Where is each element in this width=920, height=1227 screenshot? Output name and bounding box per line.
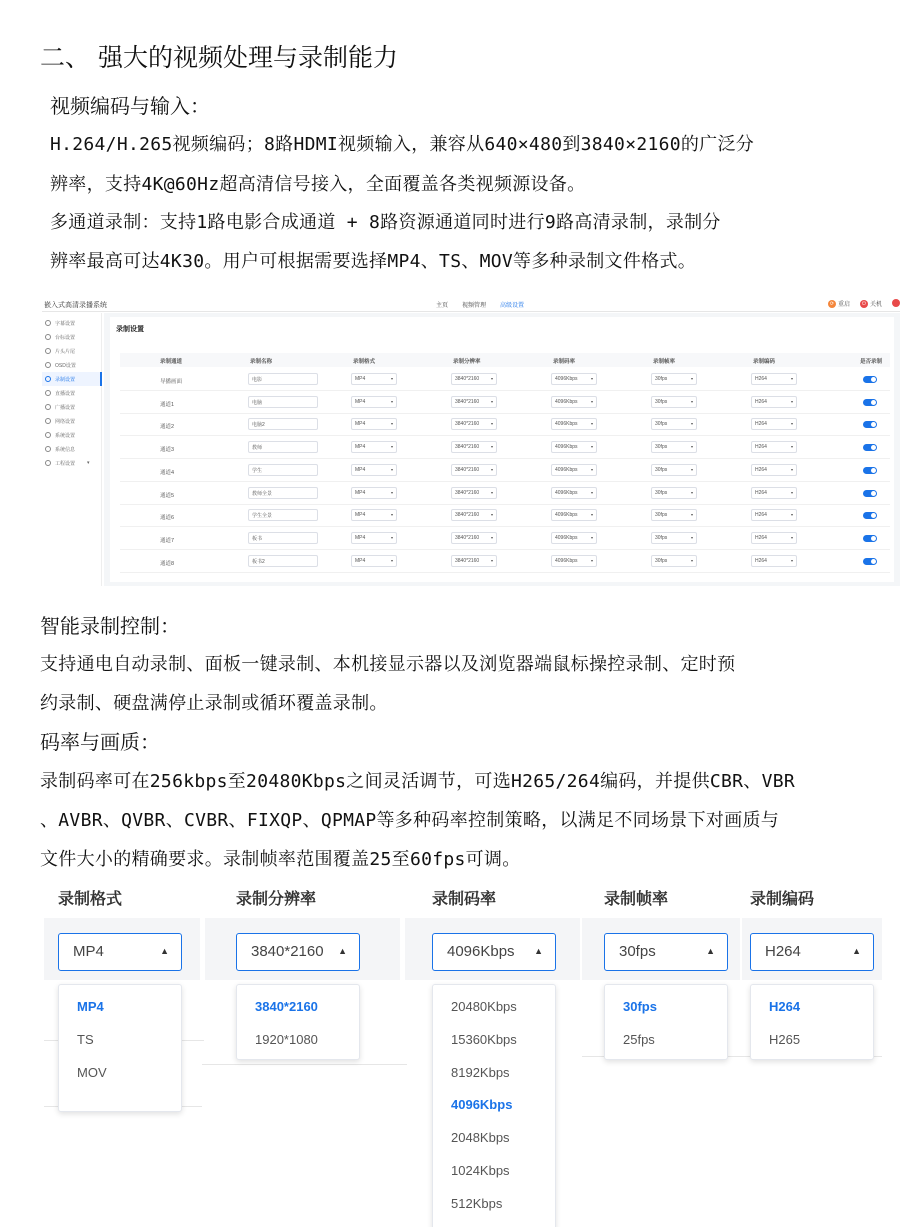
sidebar-item-label: 片头片尾 bbox=[55, 348, 76, 355]
select-value: H264 bbox=[755, 376, 767, 382]
dropdown-option[interactable]: TS bbox=[77, 1031, 94, 1047]
panel-title: 录制设置 bbox=[116, 326, 144, 333]
column-header: 是否录制 bbox=[860, 359, 883, 365]
control-line-1: 支持通电自动录制、面板一键录制、本机接显示器以及浏览器端鼠标操控录制、定时预 bbox=[40, 654, 736, 675]
caret-down-icon: ▾ bbox=[390, 489, 393, 495]
divider bbox=[202, 1064, 407, 1065]
select-value: MP4 bbox=[355, 421, 366, 428]
select-录制帧率[interactable] bbox=[651, 532, 697, 544]
select-录制码率[interactable] bbox=[551, 396, 597, 408]
dropdown-header: 录制格式 bbox=[58, 891, 123, 908]
record-name-input[interactable]: 教师全景 bbox=[248, 487, 318, 499]
sidebar-item[interactable] bbox=[42, 358, 102, 372]
select-录制码率[interactable] bbox=[551, 441, 597, 453]
caret-down-icon: ▾ bbox=[590, 421, 593, 427]
nav-video-management[interactable]: 视频管理 bbox=[462, 303, 487, 309]
dropdown-option[interactable]: 4096Kbps bbox=[451, 1097, 513, 1113]
table-row bbox=[120, 528, 890, 550]
dropdown-menu bbox=[58, 984, 182, 1112]
select-录制分辨率[interactable] bbox=[451, 487, 497, 499]
record-name-input[interactable]: 板书 bbox=[248, 532, 318, 544]
sidebar-item[interactable] bbox=[42, 386, 102, 400]
select-value: 30fps bbox=[655, 534, 668, 541]
select-value: 30fps bbox=[655, 557, 668, 564]
caret-down-icon: ▾ bbox=[790, 557, 793, 563]
select-录制帧率[interactable] bbox=[651, 487, 697, 499]
dropdown-option[interactable]: MOV bbox=[77, 1064, 107, 1080]
select-录制编码[interactable] bbox=[751, 441, 797, 453]
bitrate-line-2: 、AVBR、QVBR、CVBR、FIXQP、QPMAP等多种码率控制策略，以满足不同场景下对画质与 bbox=[40, 810, 780, 831]
dropdown-option[interactable]: MP4 bbox=[77, 999, 104, 1014]
settings-panel bbox=[110, 317, 894, 582]
select-录制编码[interactable] bbox=[751, 418, 797, 430]
channel-name: 通道8 bbox=[160, 560, 175, 567]
caret-down-icon: ▾ bbox=[590, 466, 593, 472]
dropdown-option[interactable]: 1920*1080 bbox=[255, 1031, 318, 1047]
caret-down-icon: ▾ bbox=[490, 557, 493, 563]
select-录制分辨率[interactable] bbox=[451, 555, 497, 567]
dropdown-menu bbox=[604, 984, 728, 1060]
select-录制分辨率[interactable] bbox=[451, 509, 497, 521]
select-value: H264 bbox=[755, 534, 767, 541]
dropdown-menu bbox=[432, 984, 556, 1227]
shutdown-label: 关机 bbox=[870, 302, 883, 308]
select-录制帧率[interactable] bbox=[651, 464, 697, 476]
select-录制码率[interactable] bbox=[551, 532, 597, 544]
record-toggle[interactable] bbox=[863, 535, 877, 542]
select-value: 4096Kbps bbox=[555, 512, 578, 519]
chevron-down-icon: ▾ bbox=[87, 460, 90, 466]
caret-down-icon: ▾ bbox=[490, 489, 493, 495]
select-录制编码[interactable] bbox=[751, 373, 797, 385]
column-header: 录制格式 bbox=[353, 359, 376, 365]
select-value: 3840*2160 bbox=[455, 466, 480, 473]
sidebar-icon bbox=[45, 446, 51, 452]
select-value: 3840*2160 bbox=[455, 444, 480, 451]
dropdown-option[interactable]: H264 bbox=[769, 999, 801, 1014]
bitrate-line-1: 录制码率可在256kbps至20480Kbps之间灵活调节，可选H265/264编码，并提供CBR、VBR bbox=[40, 771, 796, 792]
reboot-button[interactable] bbox=[828, 299, 850, 308]
reboot-icon: ⟳ bbox=[829, 300, 835, 307]
dropdown-menu bbox=[750, 984, 874, 1060]
select-value: H264 bbox=[755, 557, 767, 564]
select-value: MP4 bbox=[355, 557, 366, 564]
select-value: 30fps bbox=[655, 489, 668, 496]
record-name-input[interactable]: 学生全景 bbox=[248, 509, 318, 521]
select-录制格式[interactable] bbox=[351, 441, 397, 453]
select-value: MP4 bbox=[355, 466, 366, 473]
select-录制码率[interactable] bbox=[551, 487, 597, 499]
table-row bbox=[120, 483, 890, 505]
app-main bbox=[104, 313, 900, 586]
table-row bbox=[120, 460, 890, 482]
select-录制帧率[interactable] bbox=[651, 418, 697, 430]
sidebar-item[interactable] bbox=[42, 330, 102, 344]
select-录制码率[interactable] bbox=[551, 464, 597, 476]
caret-down-icon: ▾ bbox=[790, 466, 793, 472]
table-row bbox=[120, 551, 890, 573]
dropdown-option[interactable]: 3840*2160 bbox=[255, 999, 318, 1014]
app-sidebar bbox=[42, 313, 102, 586]
sidebar-icon bbox=[45, 348, 51, 354]
select-value: 4096Kbps bbox=[555, 489, 578, 496]
control-line-2: 约录制、硬盘满停止录制或循环覆盖录制。 bbox=[40, 693, 388, 714]
caret-down-icon: ▾ bbox=[590, 512, 593, 518]
record-toggle[interactable] bbox=[863, 467, 877, 474]
select-录制格式[interactable] bbox=[351, 532, 397, 544]
app-topbar bbox=[42, 296, 900, 312]
record-toggle[interactable] bbox=[863, 558, 877, 565]
video-line-3: 多通道录制：支持1路电影合成通道 + 8路资源通道同时进行9路高清录制，录制分 bbox=[50, 212, 721, 233]
sidebar-item-label: OSD设置 bbox=[55, 362, 76, 369]
caret-down-icon: ▾ bbox=[690, 534, 693, 540]
select-value: 4096Kbps bbox=[447, 943, 515, 960]
caret-down-icon: ▾ bbox=[490, 466, 493, 472]
sidebar-item[interactable] bbox=[42, 344, 102, 358]
sidebar-item-label: 字幕设置 bbox=[55, 320, 76, 327]
select-录制格式[interactable] bbox=[351, 509, 397, 521]
dropdown-header: 录制编码 bbox=[750, 891, 815, 908]
caret-down-icon: ▾ bbox=[390, 421, 393, 427]
video-line-1: H.264/H.265视频编码；8路HDMI视频输入，兼容从640×480到3840×2160的广泛分 bbox=[50, 134, 755, 155]
select-value: H264 bbox=[755, 444, 767, 451]
caret-down-icon: ▾ bbox=[490, 444, 493, 450]
sidebar-icon bbox=[45, 320, 51, 326]
select-录制格式[interactable] bbox=[351, 373, 397, 385]
sidebar-item[interactable] bbox=[42, 442, 102, 456]
select-录制分辨率[interactable] bbox=[451, 532, 497, 544]
channel-name: 通道7 bbox=[160, 537, 175, 544]
caret-down-icon: ▾ bbox=[790, 421, 793, 427]
select-录制帧率[interactable] bbox=[651, 396, 697, 408]
channel-name: 通道3 bbox=[160, 447, 175, 454]
select-录制编码[interactable] bbox=[751, 532, 797, 544]
select-value: MP4 bbox=[355, 512, 366, 519]
dropdown-option[interactable]: 8192Kbps bbox=[451, 1064, 510, 1080]
caret-down-icon: ▾ bbox=[490, 512, 493, 518]
select-录制帧率[interactable] bbox=[651, 441, 697, 453]
select-录制格式[interactable] bbox=[351, 464, 397, 476]
caret-down-icon: ▾ bbox=[790, 376, 793, 381]
table-row bbox=[120, 414, 890, 436]
channel-name: 通道6 bbox=[160, 515, 175, 522]
select-value: MP4 bbox=[73, 943, 104, 960]
caret-down-icon: ▾ bbox=[390, 512, 393, 518]
caret-down-icon: ▾ bbox=[690, 466, 693, 472]
channel-name: 通道4 bbox=[160, 469, 175, 476]
caret-down-icon: ▾ bbox=[790, 398, 793, 404]
caret-down-icon: ▾ bbox=[390, 398, 393, 404]
caret-down-icon: ▾ bbox=[590, 444, 593, 450]
select-录制格式[interactable] bbox=[351, 487, 397, 499]
select-录制帧率[interactable] bbox=[651, 373, 697, 385]
caret-down-icon: ▾ bbox=[690, 557, 693, 563]
sidebar-item-label: 台标设置 bbox=[55, 334, 76, 341]
video-line-2: 辨率，支持4K@60Hz超高清信号接入，全面覆盖各类视频源设备。 bbox=[50, 174, 586, 195]
caret-down-icon: ▾ bbox=[690, 489, 693, 495]
select-录制格式[interactable] bbox=[351, 418, 397, 430]
select-value: 30fps bbox=[655, 421, 668, 428]
dropdown-select[interactable] bbox=[604, 933, 728, 971]
select-value: H264 bbox=[755, 398, 767, 405]
select-value: 3840*2160 bbox=[455, 489, 480, 496]
dropdown-header: 录制分辨率 bbox=[236, 891, 317, 908]
select-value: H264 bbox=[755, 466, 767, 473]
select-录制分辨率[interactable] bbox=[451, 418, 497, 430]
record-toggle[interactable] bbox=[863, 490, 877, 497]
sidebar-icon bbox=[45, 334, 51, 340]
sidebar-icon bbox=[45, 404, 51, 410]
sidebar-icon bbox=[45, 418, 51, 424]
select-value: 4096Kbps bbox=[555, 421, 578, 428]
sidebar-icon bbox=[45, 460, 51, 466]
select-value: H264 bbox=[755, 512, 767, 519]
record-toggle[interactable] bbox=[863, 421, 877, 428]
sidebar-item-label: 系统信息 bbox=[55, 446, 76, 453]
caret-down-icon: ▾ bbox=[590, 557, 593, 563]
column-header: 录制分辨率 bbox=[453, 359, 481, 365]
caret-down-icon: ▾ bbox=[390, 376, 393, 381]
record-name-input[interactable]: 教师 bbox=[248, 441, 318, 453]
recording-settings-screenshot bbox=[42, 296, 900, 586]
table-row bbox=[120, 392, 890, 414]
video-line-4: 辨率最高可达4K30。用户可根据需要选择MP4、TS、MOV等多种录制文件格式。 bbox=[50, 251, 697, 272]
caret-up-icon: ▲ bbox=[160, 946, 169, 956]
sidebar-icon bbox=[45, 362, 51, 368]
select-value: 3840*2160 bbox=[455, 376, 480, 382]
select-录制分辨率[interactable] bbox=[451, 396, 497, 408]
extra-power-icon[interactable] bbox=[892, 299, 900, 307]
select-value: H264 bbox=[755, 489, 767, 496]
channel-name: 通道1 bbox=[160, 401, 175, 408]
dropdown-option[interactable]: 25fps bbox=[623, 1031, 655, 1047]
select-录制码率[interactable] bbox=[551, 509, 597, 521]
select-value: H264 bbox=[765, 943, 801, 960]
sidebar-icon bbox=[45, 432, 51, 438]
select-value: 3840*2160 bbox=[455, 398, 480, 405]
bitrate-section-title: 码率与画质： bbox=[40, 730, 160, 754]
dropdown-select[interactable] bbox=[750, 933, 874, 971]
column-header: 录制通道 bbox=[160, 359, 183, 365]
table-row bbox=[120, 437, 890, 459]
video-section-title: 视频编码与输入： bbox=[50, 94, 210, 118]
dropdown-option[interactable]: 30fps bbox=[623, 999, 657, 1014]
sidebar-item[interactable] bbox=[42, 456, 102, 470]
caret-down-icon: ▾ bbox=[690, 398, 693, 404]
dropdown-menu bbox=[236, 984, 360, 1060]
record-name-input[interactable]: 电影 bbox=[248, 373, 318, 385]
select-录制分辨率[interactable] bbox=[451, 373, 497, 385]
record-name-input[interactable]: 板书2 bbox=[248, 555, 318, 567]
caret-down-icon: ▾ bbox=[490, 398, 493, 404]
sidebar-item-label: 系统设置 bbox=[55, 432, 76, 439]
caret-down-icon: ▾ bbox=[590, 398, 593, 404]
record-name-input[interactable]: 电脑 bbox=[248, 396, 318, 408]
sidebar-item[interactable] bbox=[42, 316, 102, 330]
select-value: MP4 bbox=[355, 444, 366, 451]
sidebar-item[interactable] bbox=[42, 414, 102, 428]
dropdown-select[interactable] bbox=[58, 933, 182, 971]
page-heading: 二、 强大的视频处理与录制能力 bbox=[40, 43, 398, 72]
caret-down-icon: ▾ bbox=[790, 512, 793, 518]
table-header bbox=[120, 353, 890, 367]
column-header: 录制编码 bbox=[753, 359, 776, 365]
column-header: 录制帧率 bbox=[653, 359, 676, 365]
caret-down-icon: ▾ bbox=[790, 534, 793, 540]
select-value: 3840*2160 bbox=[251, 943, 324, 960]
column-header: 录制名称 bbox=[250, 359, 273, 365]
dropdown-select[interactable] bbox=[236, 933, 360, 971]
caret-down-icon: ▾ bbox=[390, 466, 393, 472]
column-header: 录制码率 bbox=[553, 359, 576, 365]
select-录制格式[interactable] bbox=[351, 396, 397, 408]
dropdown-option[interactable]: 20480Kbps bbox=[451, 999, 517, 1014]
select-value: 3840*2160 bbox=[455, 421, 480, 428]
caret-up-icon: ▲ bbox=[534, 946, 543, 956]
select-value: 4096Kbps bbox=[555, 398, 578, 405]
select-录制编码[interactable] bbox=[751, 555, 797, 567]
select-录制编码[interactable] bbox=[751, 464, 797, 476]
select-录制码率[interactable] bbox=[551, 418, 597, 430]
select-录制码率[interactable] bbox=[551, 555, 597, 567]
select-录制帧率[interactable] bbox=[651, 509, 697, 521]
sidebar-icon bbox=[45, 376, 51, 382]
sidebar-icon bbox=[45, 390, 51, 396]
caret-down-icon: ▾ bbox=[490, 421, 493, 427]
caret-down-icon: ▾ bbox=[390, 444, 393, 450]
select-录制帧率[interactable] bbox=[651, 555, 697, 567]
dropdown-option[interactable]: 2048Kbps bbox=[451, 1130, 510, 1146]
caret-down-icon: ▾ bbox=[590, 376, 593, 381]
caret-down-icon: ▾ bbox=[590, 489, 593, 495]
record-toggle[interactable] bbox=[863, 399, 877, 406]
select-value: 30fps bbox=[655, 376, 668, 382]
select-录制格式[interactable] bbox=[351, 555, 397, 567]
sidebar-item[interactable] bbox=[42, 428, 102, 442]
dropdown-option[interactable]: 512Kbps bbox=[451, 1195, 503, 1211]
select-value: 3840*2160 bbox=[455, 557, 480, 564]
nav-home[interactable]: 主页 bbox=[436, 303, 449, 309]
system-name: 嵌入式高清录播系统 bbox=[44, 302, 107, 309]
caret-up-icon: ▲ bbox=[338, 946, 347, 956]
select-录制编码[interactable] bbox=[751, 487, 797, 499]
caret-down-icon: ▾ bbox=[590, 534, 593, 540]
record-toggle[interactable] bbox=[863, 512, 877, 519]
select-录制编码[interactable] bbox=[751, 509, 797, 521]
sidebar-item-label: 录制设置 bbox=[55, 376, 76, 383]
dropdown-option[interactable]: 1024Kbps bbox=[451, 1163, 510, 1178]
record-toggle[interactable] bbox=[863, 444, 877, 451]
caret-down-icon: ▾ bbox=[490, 534, 493, 540]
record-toggle[interactable] bbox=[863, 376, 877, 383]
select-value: MP4 bbox=[355, 376, 366, 382]
select-value: 30fps bbox=[655, 466, 668, 473]
sidebar-item-label: 直播设置 bbox=[55, 390, 76, 397]
sidebar-item[interactable] bbox=[42, 372, 102, 386]
channel-name: 通道5 bbox=[160, 492, 175, 499]
select-value: 30fps bbox=[655, 398, 668, 405]
select-value: MP4 bbox=[355, 534, 366, 541]
dropdown-option[interactable]: 15360Kbps bbox=[451, 1031, 517, 1047]
select-录制分辨率[interactable] bbox=[451, 441, 497, 453]
dropdown-header: 录制码率 bbox=[432, 891, 497, 908]
caret-down-icon: ▾ bbox=[690, 444, 693, 450]
caret-down-icon: ▾ bbox=[790, 489, 793, 495]
sidebar-item-label: 网络设置 bbox=[55, 418, 76, 425]
record-name-input[interactable]: 学生 bbox=[248, 464, 318, 476]
sidebar-item-label: 广播设置 bbox=[55, 404, 76, 411]
caret-down-icon: ▾ bbox=[790, 444, 793, 450]
select-value: 3840*2160 bbox=[455, 534, 480, 541]
control-section-title: 智能录制控制： bbox=[40, 614, 180, 638]
bitrate-line-3: 文件大小的精确要求。录制帧率范围覆盖25至60fps可调。 bbox=[40, 849, 521, 870]
select-value: 4096Kbps bbox=[555, 466, 578, 473]
select-录制编码[interactable] bbox=[751, 396, 797, 408]
channel-name: 通道2 bbox=[160, 424, 175, 431]
dropdown-header: 录制帧率 bbox=[604, 891, 669, 908]
channel-name: 导播画面 bbox=[160, 379, 183, 385]
shutdown-button[interactable] bbox=[860, 299, 882, 308]
caret-up-icon: ▲ bbox=[706, 946, 715, 956]
caret-up-icon: ▲ bbox=[852, 946, 861, 956]
caret-down-icon: ▾ bbox=[490, 376, 493, 381]
table-row bbox=[120, 505, 890, 527]
caret-down-icon: ▾ bbox=[690, 512, 693, 518]
select-value: 3840*2160 bbox=[455, 512, 480, 519]
select-value: 30fps bbox=[619, 943, 656, 960]
caret-down-icon: ▾ bbox=[690, 376, 693, 381]
select-录制分辨率[interactable] bbox=[451, 464, 497, 476]
dropdown-option[interactable]: H265 bbox=[769, 1031, 801, 1047]
select-value: H264 bbox=[755, 421, 767, 428]
sidebar-item[interactable] bbox=[42, 400, 102, 414]
select-value: 30fps bbox=[655, 444, 668, 451]
select-value: 30fps bbox=[655, 512, 668, 519]
dropdown-select[interactable] bbox=[432, 933, 556, 971]
select-value: 4096Kbps bbox=[555, 534, 578, 541]
sidebar-item-label: 工程设置 bbox=[55, 460, 76, 467]
select-value: MP4 bbox=[355, 489, 366, 496]
record-name-input[interactable]: 电脑2 bbox=[248, 418, 318, 430]
caret-down-icon: ▾ bbox=[390, 534, 393, 540]
select-value: 4096Kbps bbox=[555, 557, 578, 564]
select-value: 4096Kbps bbox=[555, 444, 578, 451]
select-value: MP4 bbox=[355, 398, 366, 405]
select-录制码率[interactable] bbox=[551, 373, 597, 385]
table-row bbox=[120, 369, 890, 391]
caret-down-icon: ▾ bbox=[690, 421, 693, 427]
power-icon: ⏻ bbox=[860, 300, 868, 308]
nav-advanced-settings[interactable]: 高级设置 bbox=[500, 303, 525, 309]
reboot-label: 重启 bbox=[838, 302, 851, 308]
select-value: 4096Kbps bbox=[555, 376, 578, 382]
caret-down-icon: ▾ bbox=[390, 557, 393, 563]
